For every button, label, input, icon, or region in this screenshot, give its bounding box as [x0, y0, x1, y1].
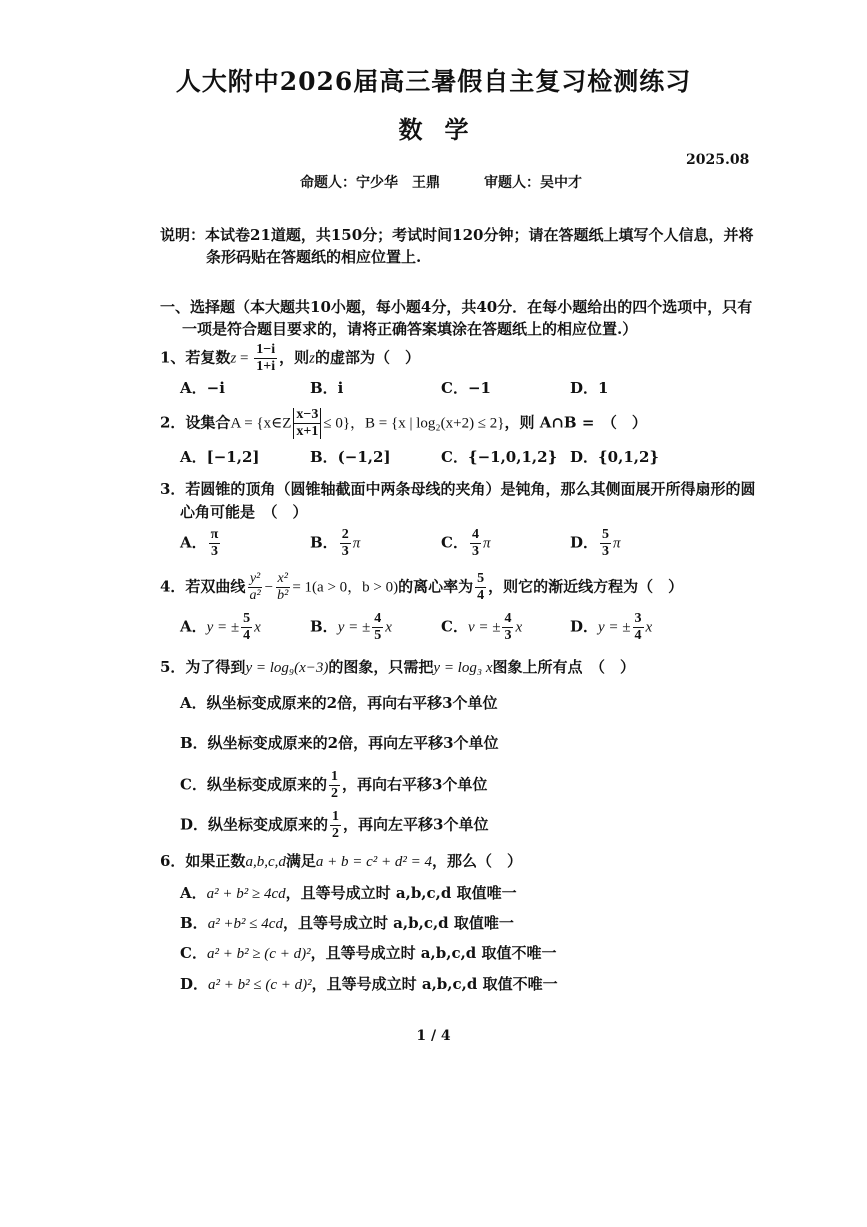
q4-a-num: 5 [243, 611, 251, 626]
q1-var2: z [309, 350, 315, 367]
q4-a-label: A． [180, 617, 207, 636]
q2-setA-num: x−3 [296, 407, 319, 422]
q4-option-b [310, 612, 392, 643]
q6-mid: 满足 [285, 852, 316, 870]
q4-b-prefix: y = ± [337, 619, 371, 636]
q4-cond: = 1(a > 0，b > 0) [292, 579, 399, 596]
q4-ecc-frac [475, 572, 486, 603]
q6-stem-end: ，那么（ ） [432, 852, 523, 870]
q4-b-frac [372, 612, 383, 643]
q3-option-a [180, 528, 222, 559]
q3-b-label: B． [310, 533, 338, 552]
q1-stem-end: 的虚部为（ ） [314, 348, 420, 367]
q3-c-den: 3 [471, 544, 479, 559]
q4-frac2-den: b² [277, 588, 289, 603]
q5-c-post: ，再向右平移3个单位 [341, 775, 488, 794]
q4-stem-pre: 4．若双曲线 [160, 577, 246, 596]
q4-c-den: 3 [504, 628, 512, 643]
q1-option-b: B．i [310, 379, 344, 397]
q4-e-num: 5 [477, 571, 485, 586]
q4-frac1-num: y² [249, 571, 261, 586]
q6-b-math: a² +b² ≤ 4cd [207, 916, 283, 932]
q2-stem [160, 408, 647, 439]
q5-option-c [180, 770, 487, 801]
q4-b-suffix: x [385, 619, 392, 636]
authors-text: 命题人：宁少华 王鼎 [300, 175, 440, 191]
q4-option-a [180, 612, 261, 643]
q4-minus: − [264, 579, 274, 596]
q6-option-d [180, 973, 558, 994]
q3-c-frac [470, 528, 481, 559]
q5-d-post: ，再向左平移3个单位 [343, 815, 489, 834]
q4-option-d [570, 612, 652, 643]
q4-d-label: D． [570, 617, 599, 636]
q6-cond: a + b = c² + d² = 4 [315, 854, 433, 870]
q6-b-label: B． [180, 914, 208, 932]
q3-option-c [441, 528, 490, 559]
q5-d-pre: D．纵坐标变成原来的 [180, 815, 329, 834]
q5-stem [160, 656, 635, 677]
q2-setA-fraction [293, 408, 321, 439]
q1-stem-post: ，则 [279, 348, 310, 367]
q2-setA-left: A = {x∈Z [230, 415, 292, 432]
q2-setB: ，B = {x | log₂(x+2) ≤ 2} [350, 415, 505, 432]
q2-stem-pre: 2．设集合 [160, 413, 231, 432]
q1-option-d: D．1 [570, 379, 609, 397]
q3-b-den: 3 [341, 544, 349, 559]
q4-d-den: 4 [634, 628, 642, 643]
exam-authors [300, 172, 582, 192]
q4-frac2-num: x² [277, 571, 288, 586]
q6-option-c [180, 942, 557, 963]
q6-d-label: D． [180, 975, 209, 993]
q3-b-suffix: π [352, 535, 361, 552]
q5-f1: y = log₉(x−3) [245, 660, 329, 676]
q6-option-b [180, 912, 514, 933]
q4-a-suffix: x [254, 619, 261, 636]
q3-d-den: 3 [602, 544, 610, 559]
q6-d-text: ，且等号成立时 a,b,c,d 取值不唯一 [311, 975, 558, 993]
q3-option-d [570, 528, 621, 559]
q2-setA-right: ≤ 0} [323, 415, 351, 432]
q1-var: z [230, 350, 237, 367]
q5-option-a: A．纵坐标变成原来的2倍，再向右平移3个单位 [180, 694, 498, 712]
q5-d-frac [330, 810, 341, 841]
q2-stem-end: ，则 A∩B = （ ） [504, 413, 647, 432]
q3-a-frac [209, 528, 221, 559]
q4-b-num: 4 [374, 611, 382, 626]
q3-d-num: 5 [602, 527, 610, 542]
q4-frac1 [247, 572, 262, 603]
q2-option-d: D．{0,1,2} [570, 448, 660, 466]
q3-stem-line1: 3．若圆锥的顶角（圆锥轴截面中两条母线的夹角）是钝角，那么其侧面展开所得扇形的圆 [160, 480, 756, 498]
q3-d-frac [600, 528, 611, 559]
q1-stem: 1、若复数z = $\frac{1-i}{1+i}$ ，则z的虚部为（ ） [160, 342, 420, 374]
q1-stem-pre: 1、若复数 [160, 348, 231, 367]
q5-d-num: 1 [332, 809, 340, 824]
q1-option-c: C．−1 [441, 379, 491, 397]
q4-frac2 [275, 572, 290, 603]
section1-heading-line1: 一、选择题（本大题共10小题，每小题4分，共40分．在每小题给出的四个选项中，只有 [160, 298, 753, 316]
q6-a-text: ，且等号成立时 a,b,c,d 取值唯一 [285, 884, 517, 902]
q5-stem-pre: 5．为了得到 [160, 658, 246, 676]
q3-option-b [310, 528, 360, 559]
q5-stem-end: 图象上所有点 （ ） [492, 658, 635, 676]
q6-option-a [180, 882, 517, 903]
section1-heading-line2: 一项是符合题目要求的，请将正确答案填涂在答题纸上的相应位置.） [182, 320, 638, 338]
instructions-line1: 说明：本试卷21道题，共150分；考试时间120分钟；请在答题纸上填写个人信息，并将 [160, 226, 754, 244]
q3-c-num: 4 [471, 527, 479, 542]
q5-d-den: 2 [332, 826, 340, 841]
q1-frac-num: 1−i [256, 342, 276, 357]
q4-frac1-den: a² [249, 588, 261, 603]
q6-a-math: a² + b² ≥ 4cd [206, 886, 286, 902]
q6-d-math: a² + b² ≤ (c + d)² [208, 977, 312, 993]
q4-mid: 的离心率为 [398, 577, 474, 596]
q4-a-den: 4 [243, 628, 251, 643]
q4-d-prefix: y = ± [598, 619, 631, 636]
instructions-line2: 条形码贴在答题纸的相应位置上. [206, 248, 422, 266]
q3-b-frac [340, 528, 351, 559]
exam-subject: 数学 [398, 115, 491, 144]
q4-c-label: C． [441, 617, 468, 636]
q6-a-label: A． [180, 884, 207, 902]
q3-a-den: 3 [210, 544, 218, 559]
q5-option-b: B．纵坐标变成原来的2倍，再向左平移3个单位 [180, 734, 499, 752]
q1-fraction [254, 343, 277, 374]
q4-stem [160, 572, 683, 603]
q3-b-num: 2 [341, 527, 349, 542]
q4-e-den: 4 [477, 588, 485, 603]
q6-stem-pre: 6．如果正数 [160, 852, 246, 870]
q4-a-frac [241, 612, 252, 643]
q1-option-a: A．−i [180, 379, 225, 397]
q4-a-prefix: y = ± [206, 619, 240, 636]
q3-d-label: D． [570, 533, 599, 552]
q6-c-math: a² + b² ≥ (c + d)² [206, 946, 311, 962]
page-number: 1 / 4 [416, 1028, 451, 1044]
q5-c-frac [329, 770, 340, 801]
q2-option-b: B．(−1,2] [310, 448, 391, 466]
q2-setA-den: x+1 [296, 424, 319, 439]
q5-c-pre: C．纵坐标变成原来的 [180, 775, 327, 794]
q6-stem [160, 850, 522, 871]
exam-date: 2025.08 [686, 152, 750, 168]
q2-option-c: C．{−1,0,1,2} [441, 448, 558, 466]
q3-c-label: C． [441, 533, 468, 552]
q6-c-text: ，且等号成立时 a,b,c,d 取值不唯一 [310, 944, 557, 962]
q4-d-num: 3 [634, 611, 642, 626]
q3-a-num: π [210, 527, 219, 542]
q4-c-num: 4 [504, 611, 512, 626]
q6-vars: a,b,c,d [245, 854, 286, 870]
q2-option-a: A．[−1,2] [180, 448, 260, 466]
q4-c-suffix: x [515, 619, 523, 636]
q6-c-label: C． [180, 944, 207, 962]
q4-d-frac [633, 612, 644, 643]
q3-d-suffix: π [613, 535, 621, 552]
q3-stem-line2: 心角可能是 （ ） [180, 503, 308, 521]
q5-c-num: 1 [330, 769, 338, 784]
q5-option-d [180, 810, 488, 841]
q4-c-frac [502, 612, 513, 643]
q4-b-label: B． [310, 617, 338, 636]
q5-f2: y = log₃ x [433, 660, 493, 676]
reviewer-text: 审题人：吴中才 [484, 175, 582, 191]
q4-b-den: 5 [374, 628, 382, 643]
q3-a-label: A． [180, 533, 207, 552]
q5-c-den: 2 [330, 786, 338, 801]
exam-title: 人大附中2026届高三暑假自主复习检测练习 [175, 67, 692, 96]
q5-mid: 的图象，只需把 [328, 658, 434, 676]
q6-b-text: ，且等号成立时 a,b,c,d 取值唯一 [282, 914, 514, 932]
q4-stem-end: ，则它的渐近线方程为（ ） [488, 577, 684, 596]
q1-frac-den: 1+i [256, 359, 276, 374]
q4-c-prefix: v = ± [467, 619, 501, 636]
q3-c-suffix: π [482, 535, 491, 552]
q4-option-c [441, 612, 522, 643]
q4-d-suffix: x [645, 619, 653, 636]
